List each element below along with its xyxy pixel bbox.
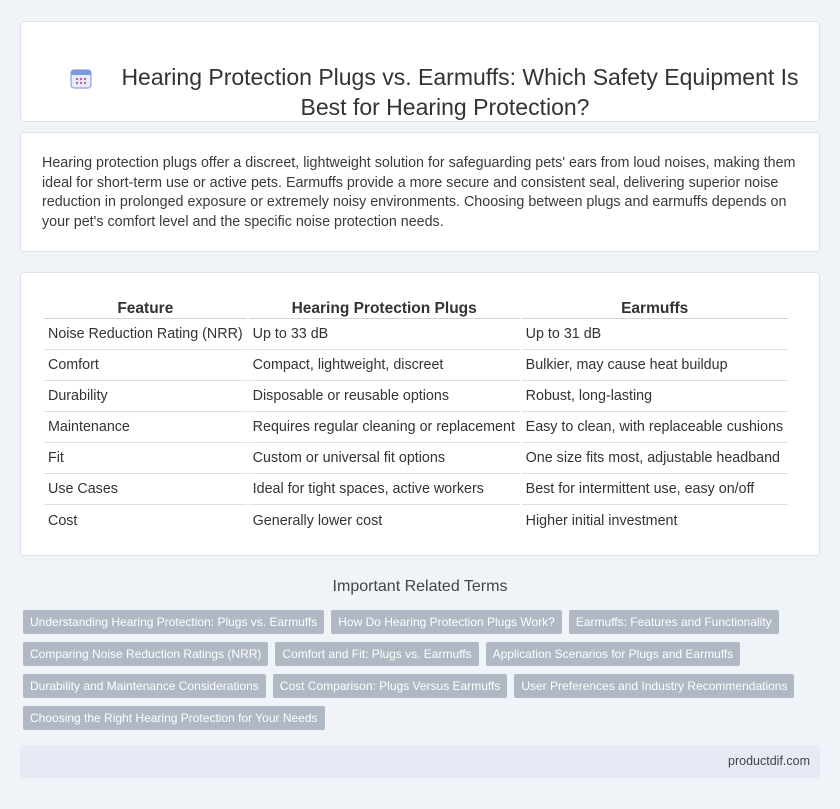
related-terms-list [23,610,803,730]
related-term-link[interactable]: Durability and Maintenance Considerations [23,674,266,698]
related-term-link[interactable]: Comfort and Fit: Plugs vs. Earmuffs [275,642,478,666]
table-cell: Comfort [44,350,247,381]
related-term-link[interactable]: Comparing Noise Reduction Ratings (NRR) [23,642,268,666]
table-cell: Ideal for tight spaces, active workers [249,474,520,505]
related-term-link[interactable]: Application Scenarios for Plugs and Earmuffs [486,642,741,666]
footer-site-name: productdif.com [728,754,810,768]
comparison-table [42,295,790,536]
table-cell: Cost [48,512,78,529]
table-row [44,381,788,412]
table-cell: Up to 31 dB [522,319,788,350]
intro-card [20,132,820,252]
table-cell: Requires regular cleaning or replacement [249,412,520,443]
table-cell: Disposable or reusable options [249,381,520,412]
table-header-row [44,295,788,319]
table-cell: Durability [44,381,247,412]
footer [20,745,820,778]
table-cell: Bulkier, may cause heat buildup [522,350,788,381]
table-cell: Fit [44,443,247,474]
related-term-link[interactable]: Choosing the Right Hearing Protection for Your Needs [23,706,325,730]
table-cell: Use Cases [44,474,247,505]
table-row [44,350,788,381]
related-term-link[interactable]: Earmuffs: Features and Functionality [569,610,779,634]
header-plugs: Hearing Protection Plugs [249,295,520,319]
related-term-link[interactable]: Cost Comparison: Plugs Versus Earmuffs [273,674,508,698]
table-cell: Higher initial investment [525,512,678,529]
table-cell: Up to 33 dB [249,319,520,350]
table-row [44,505,788,536]
header-card [20,21,820,122]
related-terms-title: Important Related Terms [332,578,508,595]
table-row [44,319,788,350]
header-earmuffs: Earmuffs [522,295,788,319]
table-row [44,412,788,443]
table-cell: Compact, lightweight, discreet [249,350,520,381]
related-term-link[interactable]: How Do Hearing Protection Plugs Work? [331,610,562,634]
comparison-card [20,272,820,556]
table-cell: Custom or universal fit options [249,443,520,474]
related-term-link[interactable]: User Preferences and Industry Recommendations [514,674,794,698]
table-cell: Robust, long-lasting [522,381,788,412]
intro-text: Hearing protection plugs offer a discreet, lightweight solution for safeguarding pets' ears from loud noises, making them ideal for short-term use or active pets. Earmuffs provide a more secure and consistent seal, delivering superior noise reduction in prolonged exposure or extremely noisy environments. Choosing between plugs and earmuffs depends on your pet's comfort level and the specific noise protection needs. [42,155,796,230]
header-feature: Feature [44,295,247,319]
table-cell: Generally lower cost [252,512,383,529]
table-cell: Best for intermittent use, easy on/off [522,474,788,505]
table-cell: Noise Reduction Rating (NRR) [44,319,247,350]
table-row [44,443,788,474]
page-title: Hearing Protection Plugs vs. Earmuffs: Which Safety Equipment Is Best for Hearing Protection? [121,64,799,120]
table-cell: Maintenance [44,412,247,443]
table-row [44,474,788,505]
table-cell: One size fits most, adjustable headband [522,443,788,474]
table-cell: Easy to clean, with replaceable cushions [522,412,788,443]
related-term-link[interactable]: Understanding Hearing Protection: Plugs vs. Earmuffs [23,610,324,634]
